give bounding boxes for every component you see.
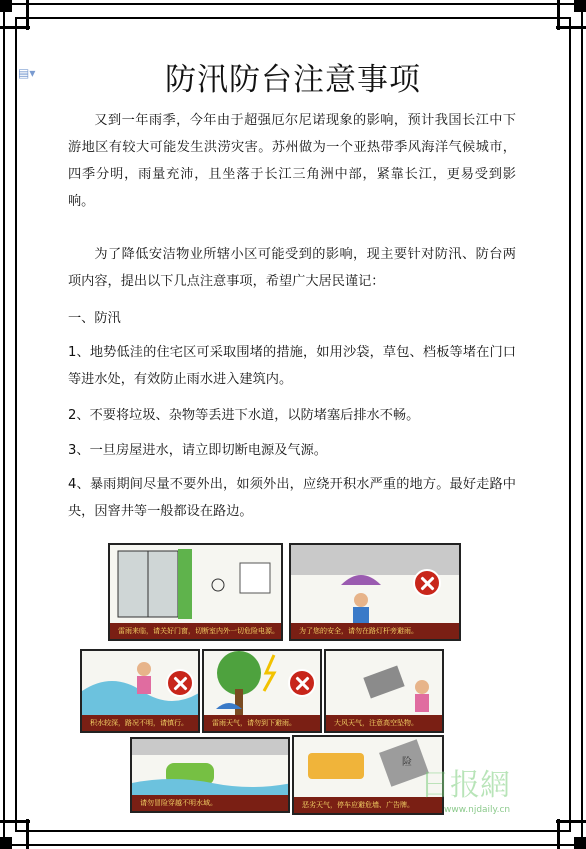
intro-paragraph: 又到一年雨季，今年由于超强厄尔尼诺现象的影响，预计我国长江中下游地区有较大可能发生洪涝灾害。苏州做为一个亚热带季风海洋气候城市，四季分明，雨量充沛，且坐落于长江三角洲中部，紧靠长江，更易受到影响。 bbox=[68, 113, 516, 209]
panel-wind bbox=[324, 649, 444, 733]
list-item: 4、暴雨期间尽量不要外出，如须外出，应绕开积水严重的地方。最好走路中央，因窨井等一般都设在路边。 bbox=[68, 477, 516, 519]
corner-line bbox=[0, 820, 30, 823]
corner-line bbox=[0, 26, 30, 29]
falling-sign-drawing bbox=[326, 651, 444, 719]
panel-close-windows bbox=[108, 543, 283, 641]
panel-deep-water bbox=[80, 649, 200, 733]
panel-caption: 大风天气，注意高空坠物。 bbox=[326, 715, 442, 731]
watermark-logo: 日报網 bbox=[420, 768, 510, 803]
corner-line bbox=[557, 819, 560, 849]
watermark-url: www.njdaily.cn bbox=[444, 805, 511, 815]
purpose-paragraph: 为了降低安洁物业所辖小区可能受到的影响，现主要针对防汛、防台两项内容，提出以下几点注意事项，希望广大居民谨记： bbox=[68, 247, 516, 289]
corner-ornament-bl bbox=[0, 837, 12, 849]
corner-ornament-br bbox=[574, 837, 586, 849]
panel-tree-lightning bbox=[202, 649, 322, 733]
prohibited-icon bbox=[166, 669, 194, 697]
page-title: 防汛防台注意事项 bbox=[165, 62, 421, 98]
prohibited-icon bbox=[288, 669, 316, 697]
list-item: 2、不要将垃圾、杂物等丢进下水道，以防堵塞后排水不畅。 bbox=[68, 408, 420, 423]
corner-ornament-tl bbox=[0, 0, 12, 12]
corner-ornament-tr bbox=[574, 0, 586, 12]
section-heading: 一、防汛 bbox=[68, 311, 121, 326]
list-item: 3、一旦房屋进水，请立即切断电源及气源。 bbox=[68, 443, 327, 458]
stone-sign-text: 险 bbox=[402, 757, 412, 768]
panel-caption: 积水较深，路况不明，请慎行。 bbox=[82, 715, 198, 731]
panel-street-lamp bbox=[289, 543, 461, 641]
window-plug-drawing bbox=[110, 545, 283, 627]
corner-line bbox=[26, 819, 29, 849]
corner-line bbox=[556, 26, 586, 29]
panel-caption: 为了您的安全，请勿在路灯杆旁避雨。 bbox=[291, 623, 459, 639]
panel-car-water bbox=[130, 737, 290, 813]
panel-caption: 雷雨来临，请关好门窗，切断室内外一切危险电源。 bbox=[110, 623, 281, 639]
panel-caption: 请勿冒险穿越不明水域。 bbox=[132, 795, 288, 811]
prohibited-icon bbox=[413, 569, 441, 597]
panel-caption: 雷雨天气，请勿到下避雨。 bbox=[204, 715, 320, 731]
corner-line bbox=[556, 820, 586, 823]
list-item: 1、地势低洼的住宅区可采取围堵的措施，如用沙袋，草包、档板等堵在门口等进水处，有效防止雨水进入建筑内。 bbox=[68, 345, 516, 387]
car-drawing bbox=[132, 739, 290, 799]
panel-caption: 恶劣天气，停车应避危墙、广告牌。 bbox=[294, 797, 442, 813]
document-icon[interactable]: ▤▾ bbox=[18, 66, 36, 80]
